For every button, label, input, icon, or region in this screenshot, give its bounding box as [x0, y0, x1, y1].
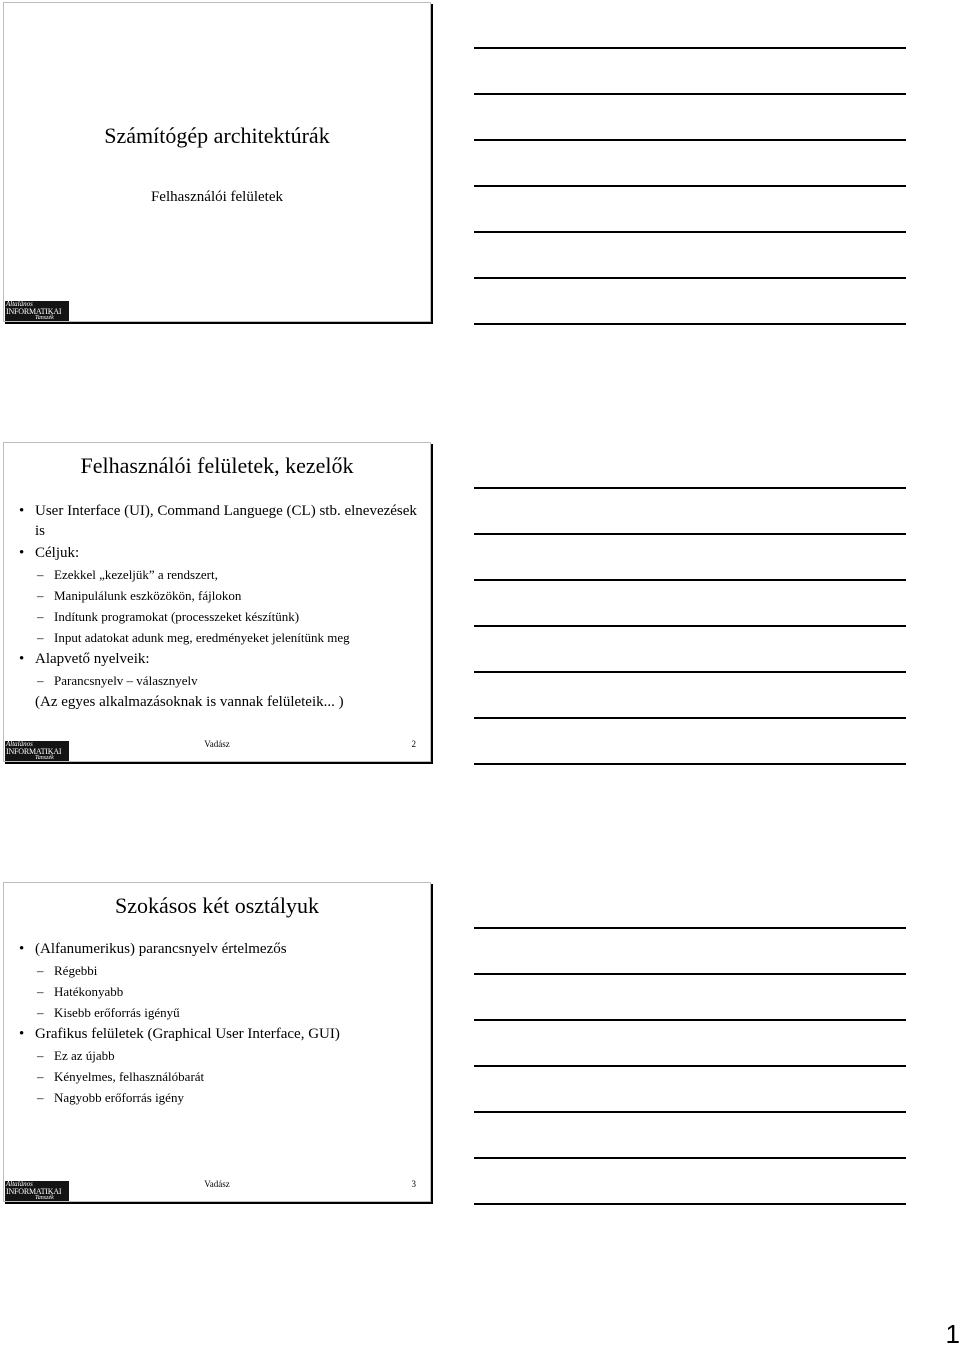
note-line	[474, 763, 906, 765]
sub-bullet-item: – Kényelmes, felhasználóbarát	[17, 1067, 420, 1086]
sub-bullet-item: – Ez az újabb	[17, 1046, 420, 1065]
slide-1	[3, 2, 431, 322]
note-line	[474, 185, 906, 187]
sub-bullet-item: – Kisebb erőforrás igényű	[17, 1003, 420, 1022]
note-line	[474, 47, 906, 49]
note-line	[474, 579, 906, 581]
note-line	[474, 139, 906, 141]
note-line	[474, 1157, 906, 1159]
note-line	[474, 717, 906, 719]
note-line	[474, 1019, 906, 1021]
bullet-item: • Grafikus felületek (Graphical User Interface, GUI)	[17, 1024, 420, 1044]
footer-page-number: 3	[411, 1179, 416, 1189]
slide-2	[3, 442, 431, 762]
page-number: 1	[945, 1319, 960, 1349]
note-line	[474, 973, 906, 975]
sub-bullet-item: – Hatékonyabb	[17, 982, 420, 1001]
note-line	[474, 231, 906, 233]
bullet-item: • Alapvető nyelveik:	[17, 649, 420, 669]
note-line	[474, 533, 906, 535]
slide-title: Számítógép architektúrák	[104, 123, 330, 148]
note-line	[474, 1203, 906, 1205]
slide-subtitle: Felhasználói felületek	[150, 189, 284, 205]
note-line	[474, 323, 906, 325]
note-line	[474, 671, 906, 673]
note-line	[474, 1065, 906, 1067]
department-logo: Általános INFORMATIKAI Tanszék	[5, 301, 69, 321]
footer-page-number: 2	[411, 739, 416, 749]
note-item: (Az egyes alkalmazásoknak is vannak felületeik... )	[35, 694, 344, 710]
sub-bullet-item: – Manipulálunk eszközökön, fájlokon	[17, 586, 420, 605]
sub-bullet-item: – Régebbi	[17, 961, 420, 980]
note-line	[474, 1111, 906, 1113]
slide-title: Felhasználói felületek, kezelők	[80, 453, 354, 478]
footer-author: Vadász	[204, 739, 230, 749]
footer-author: Vadász	[204, 1179, 230, 1189]
slide-title: Szokásos két osztályuk	[114, 893, 320, 918]
sub-bullet-item: – Indítunk programokat (processzeket készítünk)	[17, 607, 420, 626]
department-logo: Általános INFORMATIKAI Tanszék	[5, 1181, 69, 1201]
sub-bullet-item: – Parancsnyelv – válasznyelv	[17, 671, 420, 690]
note-line	[474, 927, 906, 929]
sub-bullet-item: – Input adatokat adunk meg, eredményeket jelenítünk meg	[17, 628, 420, 647]
slide-3	[3, 882, 431, 1202]
note-line	[474, 93, 906, 95]
sub-bullet-item: – Nagyobb erőforrás igény	[17, 1088, 420, 1107]
bullet-item: • (Alfanumerikus) parancsnyelv értelmezős	[17, 939, 420, 959]
slide-content	[17, 501, 420, 712]
note-line	[474, 487, 906, 489]
sub-bullet-item: – Ezekkel „kezeljük” a rendszert,	[17, 565, 420, 584]
slide-content	[17, 939, 420, 1109]
note-line	[474, 625, 906, 627]
note-line	[474, 277, 906, 279]
bullet-item: • User Interface (UI), Command Languege (CL) stb. elnevezések is	[17, 501, 420, 541]
bullet-item: • Céljuk:	[17, 543, 420, 563]
department-logo: Általános INFORMATIKAI Tanszék	[5, 741, 69, 761]
